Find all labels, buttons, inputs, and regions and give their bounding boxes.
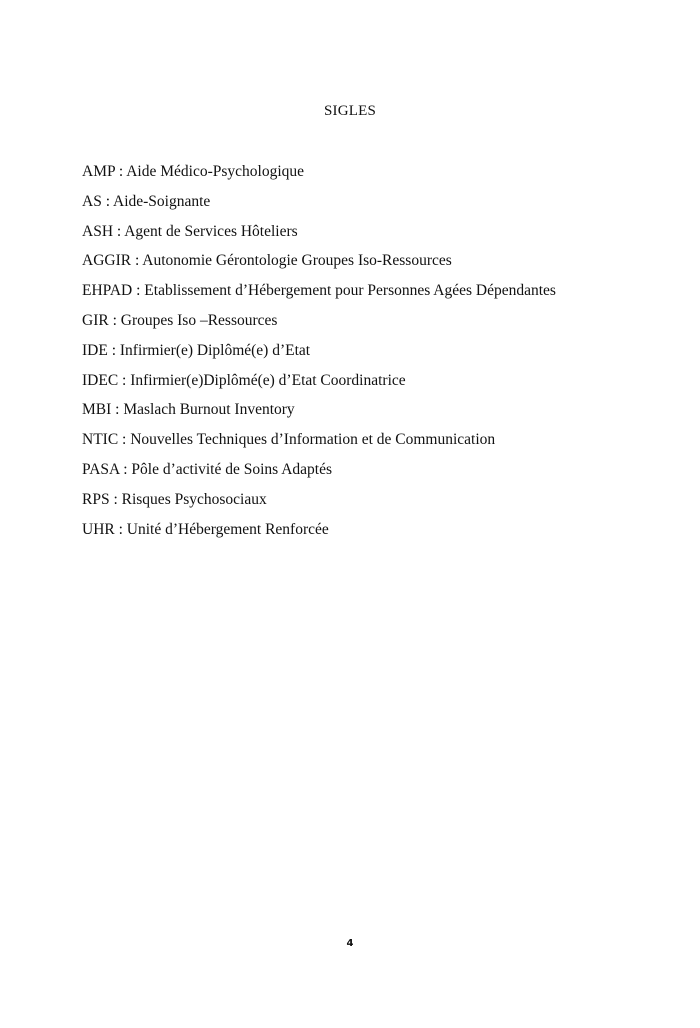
sigles-list bbox=[82, 161, 682, 548]
sigle-gir: GIR : Groupes Iso –Ressources bbox=[82, 311, 278, 329]
sigle-as: AS : Aide-Soignante bbox=[82, 192, 211, 210]
sigle-pasa: PASA : Pôle d’activité de Soins Adaptés bbox=[82, 460, 333, 478]
sigle-aggir: AGGIR : Autonomie Gérontologie Groupes Iso-Ressources bbox=[82, 252, 452, 270]
sigle-uhr: UHR : Unité d’Hébergement Renforcée bbox=[82, 520, 329, 538]
page-number: 4 bbox=[346, 938, 354, 949]
sigle-rps: RPS : Risques Psychosociaux bbox=[82, 490, 267, 508]
sigle-mbi: MBI : Maslach Burnout Inventory bbox=[82, 401, 295, 419]
sigle-idec: IDEC : Infirmier(e)Diplômé(e) d’Etat Coordinatrice bbox=[82, 371, 406, 389]
sigle-amp: AMP : Aide Médico-Psychologique bbox=[82, 163, 305, 180]
sigle-ide: IDE : Infirmier(e) Diplômé(e) d’Etat bbox=[82, 341, 311, 359]
sigle-ehpad: EHPAD : Etablissement d’Hébergement pour Personnes Agées Dépendantes bbox=[82, 282, 556, 300]
sigle-ash: ASH : Agent de Services Hôteliers bbox=[82, 222, 298, 240]
sigle-ntic: NTIC : Nouvelles Techniques d’Information et de Communication bbox=[82, 431, 496, 449]
page-title: SIGLES bbox=[323, 103, 377, 119]
